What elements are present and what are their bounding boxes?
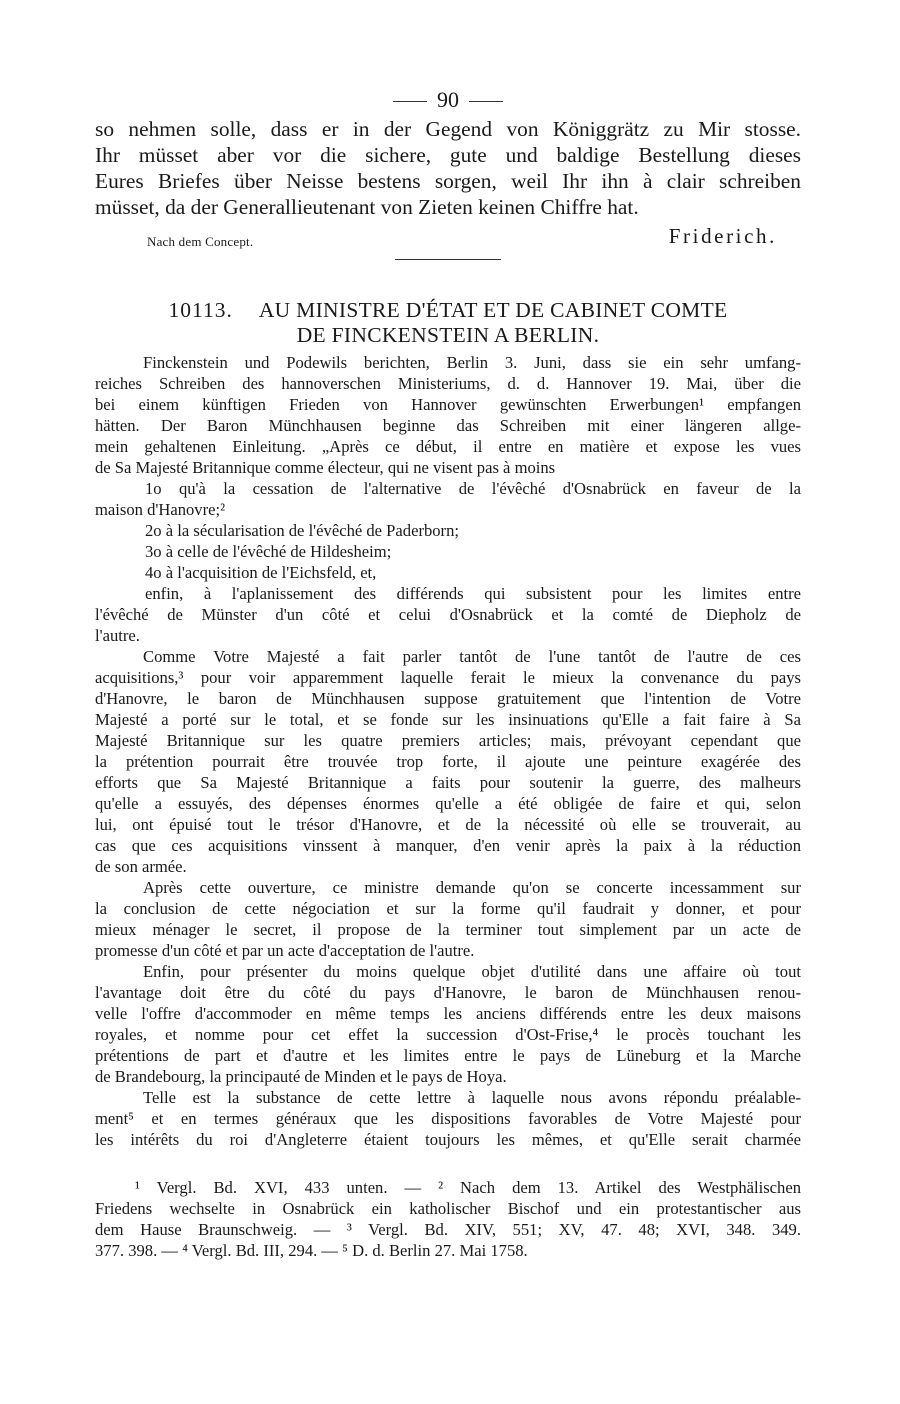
letter-body	[95, 352, 801, 1150]
body-line: hätten. Der Baron Münchhausen beginne das Schreiben mit einer längeren allge-	[95, 416, 801, 435]
source-note: Nach dem Concept.	[147, 234, 254, 249]
body-line: la conclusion de cette négociation et sur la forme qu'il faudrait y donner, et pour	[95, 899, 801, 918]
continuation-line: Eures Briefes über Neisse bestens sorgen, weil Ihr ihn à clair schreiben	[95, 169, 801, 193]
page-number: 90	[95, 86, 801, 114]
section-divider	[395, 259, 501, 260]
body-line: d'Hanovre, le baron de Münchhausen suppose gratuitement que l'intention de Votre	[95, 689, 801, 708]
footnote-line: dem Hause Braunschweig. — ³ Vergl. Bd. XIV, 551; XV, 47. 48; XVI, 348. 349.	[95, 1220, 801, 1239]
body-line: l'autre.	[95, 626, 140, 645]
body-line: acquisitions,³ pour voir apparemment laquelle ferait le mieux la convenance du pays	[95, 668, 801, 687]
heading-line-2: DE FINCKENSTEIN A BERLIN.	[296, 323, 600, 347]
body-line: de Sa Majesté Britannique comme électeur, qui ne visent pas à moins	[95, 458, 556, 477]
body-line: 4o à l'acquisition de l'Eichsfeld, et,	[145, 563, 377, 582]
body-line: 1o qu'à la cessation de l'alternative de l'évêché d'Osnabrück en faveur de la	[145, 479, 801, 498]
body-line: royales, et nomme pour cet effet la succession d'Ost-Frise,⁴ le procès touchant les	[95, 1025, 801, 1044]
body-line: Majesté a porté sur le total, et se fonde sur les insinuations qu'Elle a fait faire à Sa	[95, 710, 801, 729]
signature: Friderich.	[668, 224, 777, 248]
body-line: 2o à la sécularisation de l'évêché de Paderborn;	[145, 521, 459, 540]
body-line: reiches Schreiben des hannoverschen Ministeriums, d. d. Hannover 19. Mai, über die	[95, 374, 801, 393]
body-line: mein gehaltenen Einleitung. „Après ce début, il entre en matière et expose les vues	[95, 437, 801, 456]
footnote-line: Friedens wechselte in Osnabrück ein katholischer Bischof und ein protestantischer aus	[95, 1199, 801, 1218]
body-line: Enfin, pour présenter du moins quelque objet d'utilité dans une affaire où tout	[143, 962, 801, 981]
footnotes	[95, 1177, 801, 1261]
body-line: 3o à celle de l'évêché de Hildesheim;	[145, 542, 392, 561]
heading-line-1: 10113. AU MINISTRE D'ÉTAT ET DE CABINET COMTE	[168, 298, 728, 322]
footnote-line: 377. 398. — ⁴ Vergl. Bd. III, 294. — ⁵ D. d. Berlin 27. Mai 1758.	[95, 1241, 528, 1260]
body-line: les intérêts du roi d'Angleterre étaient toujours les mêmes, et qu'Elle serait charmée	[95, 1130, 801, 1149]
body-line: velle l'offre d'accommoder en même temps les anciens différends entre les deux maisons	[95, 1004, 801, 1023]
letter-number: 10113.	[168, 298, 233, 322]
footnote-line: ¹ Vergl. Bd. XVI, 433 unten. — ² Nach dem 13. Artikel des Westphälischen	[135, 1178, 801, 1197]
body-line: Comme Votre Majesté a fait parler tantôt de l'une tantôt de l'autre de ces	[143, 647, 801, 666]
closing-row	[95, 222, 801, 252]
page-number-dash-right	[469, 101, 503, 102]
body-line: maison d'Hanovre;²	[95, 500, 226, 519]
continuation-text	[95, 116, 801, 220]
body-line: cas que ces acquisitions vinssent à manquer, d'en venir après la paix à la réduction	[95, 836, 801, 855]
body-line: la prétention pourrait être trouvée trop forte, il ajoute une peinture exagérée des	[95, 752, 801, 771]
continuation-line: so nehmen solle, dass er in der Gegend von Königgrätz zu Mir stosse.	[95, 117, 801, 141]
document-page	[95, 86, 801, 1261]
continuation-line: müsset, da der Generallieutenant von Zieten keinen Chiffre hat.	[95, 195, 639, 219]
body-line: de Brandebourg, la principauté de Minden et le pays de Hoya.	[95, 1067, 507, 1086]
body-line: Telle est la substance de cette lettre à laquelle nous avons répondu préalable-	[143, 1088, 801, 1107]
body-line: Après cette ouverture, ce ministre demande qu'on se concerte incessamment sur	[143, 878, 801, 897]
body-line: qu'elle a essuyés, des dépenses énormes qu'elle a été obligée de faire et qui, selon	[95, 794, 801, 813]
page-number-dash-left	[393, 101, 427, 102]
body-line: enfin, à l'aplanissement des différends qui subsistent pour les limites entre	[145, 584, 801, 603]
body-line: lui, ont épuisé tout le trésor d'Hanovre, et de la nécessité où elle se trouverait, au	[95, 815, 801, 834]
body-line: Finckenstein und Podewils berichten, Berlin 3. Juni, dass sie ein sehr umfang-	[143, 353, 801, 372]
body-line: promesse d'un côté et par un acte d'acceptation de l'autre.	[95, 941, 475, 960]
body-line: l'évêché de Münster d'un côté et celui d'Osnabrück et la comté de Diepholz de	[95, 605, 801, 624]
body-line: ment⁵ et en termes généraux que les dispositions favorables de Votre Majesté pour	[95, 1109, 801, 1128]
body-line: Majesté Britannique sur les quatre premiers articles; mais, prévoyant cependant que	[95, 731, 801, 750]
body-line: efforts que Sa Majesté Britannique a faits pour soutenir la guerre, des malheurs	[95, 773, 801, 792]
body-line: prétentions de part et d'autre et les limites entre le pays de Lüneburg et la Marche	[95, 1046, 801, 1065]
body-line: mieux ménager le secret, il propose de la terminer tout simplement par un acte de	[95, 920, 801, 939]
letter-heading	[95, 298, 801, 348]
body-line: de son armée.	[95, 857, 187, 876]
body-line: l'avantage doit être du côté du pays d'Hanovre, le baron de Münchhausen renou-	[95, 983, 801, 1002]
body-line: bei einem künftigen Frieden von Hannover gewünschten Erwerbungen¹ empfangen	[95, 395, 801, 414]
continuation-line: Ihr müsset aber vor die sichere, gute und baldige Bestellung dieses	[95, 143, 801, 167]
